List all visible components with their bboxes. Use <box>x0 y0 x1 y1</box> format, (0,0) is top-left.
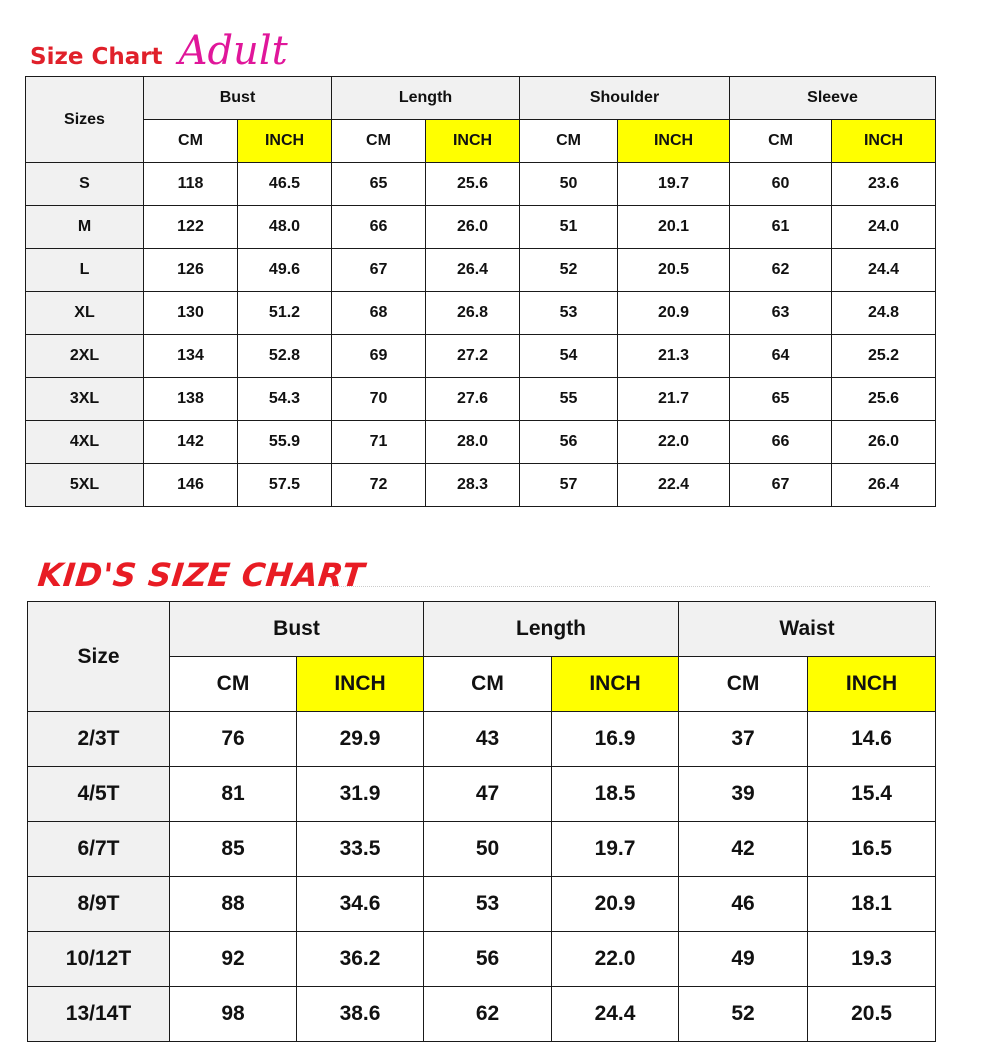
adult-measure-cell: 130 <box>144 292 238 335</box>
kids-measure-cell: 39 <box>679 767 808 822</box>
adult-measure-cell: 65 <box>332 163 426 206</box>
adult-size-label: S <box>26 163 144 206</box>
table-row <box>28 767 936 822</box>
adult-group-header-shoulder: Shoulder <box>520 77 730 120</box>
table-row <box>26 335 936 378</box>
table-row <box>26 378 936 421</box>
kids-unit-cm-bust: CM <box>170 657 297 712</box>
kids-measure-cell: 49 <box>679 932 808 987</box>
adult-measure-cell: 25.6 <box>832 378 936 421</box>
kids-measure-cell: 47 <box>424 767 552 822</box>
kids-size-label: 4/5T <box>28 767 170 822</box>
adult-size-label: 5XL <box>26 464 144 507</box>
kids-measure-cell: 81 <box>170 767 297 822</box>
adult-size-label: M <box>26 206 144 249</box>
kids-unit-cm-waist: CM <box>679 657 808 712</box>
kids-measure-cell: 53 <box>424 877 552 932</box>
adult-measure-cell: 25.6 <box>426 163 520 206</box>
table-row <box>28 877 936 932</box>
adult-measure-cell: 67 <box>730 464 832 507</box>
adult-measure-cell: 146 <box>144 464 238 507</box>
adult-measure-cell: 24.8 <box>832 292 936 335</box>
adult-size-chart-title <box>30 28 288 78</box>
kids-group-header-bust: Bust <box>170 602 424 657</box>
kids-measure-cell: 29.9 <box>297 712 424 767</box>
adult-measure-cell: 122 <box>144 206 238 249</box>
adult-measure-cell: 23.6 <box>832 163 936 206</box>
adult-group-header-bust: Bust <box>144 77 332 120</box>
adult-size-header: Sizes <box>26 77 144 163</box>
adult-measure-cell: 126 <box>144 249 238 292</box>
kids-measure-cell: 38.6 <box>297 987 424 1042</box>
kids-size-label: 8/9T <box>28 877 170 932</box>
adult-measure-cell: 65 <box>730 378 832 421</box>
adult-measure-cell: 26.0 <box>426 206 520 249</box>
kids-measure-cell: 76 <box>170 712 297 767</box>
adult-measure-cell: 49.6 <box>238 249 332 292</box>
adult-measure-cell: 71 <box>332 421 426 464</box>
adult-measure-cell: 52 <box>520 249 618 292</box>
adult-size-table <box>25 76 936 507</box>
kids-measure-cell: 88 <box>170 877 297 932</box>
adult-size-label: 3XL <box>26 378 144 421</box>
table-row <box>28 822 936 877</box>
adult-size-label: 4XL <box>26 421 144 464</box>
kids-measure-cell: 20.5 <box>808 987 936 1042</box>
adult-measure-cell: 60 <box>730 163 832 206</box>
adult-measure-cell: 142 <box>144 421 238 464</box>
adult-measure-cell: 19.7 <box>618 163 730 206</box>
adult-measure-cell: 69 <box>332 335 426 378</box>
kids-measure-cell: 36.2 <box>297 932 424 987</box>
adult-measure-cell: 25.2 <box>832 335 936 378</box>
adult-measure-cell: 56 <box>520 421 618 464</box>
adult-unit-inch-shoulder: INCH <box>618 120 730 163</box>
kids-group-header-length: Length <box>424 602 679 657</box>
kids-measure-cell: 22.0 <box>552 932 679 987</box>
kids-size-label: 10/12T <box>28 932 170 987</box>
kids-measure-cell: 18.5 <box>552 767 679 822</box>
table-row <box>28 712 936 767</box>
kids-measure-cell: 98 <box>170 987 297 1042</box>
adult-measure-cell: 26.4 <box>426 249 520 292</box>
adult-title-prefix: Size Chart <box>30 44 163 70</box>
adult-measure-cell: 26.4 <box>832 464 936 507</box>
adult-measure-cell: 54 <box>520 335 618 378</box>
adult-unit-inch-length: INCH <box>426 120 520 163</box>
kids-unit-inch-length: INCH <box>552 657 679 712</box>
table-row <box>26 206 936 249</box>
adult-measure-cell: 67 <box>332 249 426 292</box>
adult-measure-cell: 66 <box>730 421 832 464</box>
kids-measure-cell: 31.9 <box>297 767 424 822</box>
kids-measure-cell: 24.4 <box>552 987 679 1042</box>
kids-title-divider <box>330 586 930 587</box>
adult-measure-cell: 51.2 <box>238 292 332 335</box>
adult-measure-cell: 48.0 <box>238 206 332 249</box>
adult-group-header-row <box>26 77 936 120</box>
adult-measure-cell: 28.3 <box>426 464 520 507</box>
adult-measure-cell: 24.0 <box>832 206 936 249</box>
table-row <box>26 292 936 335</box>
adult-measure-cell: 61 <box>730 206 832 249</box>
adult-measure-cell: 138 <box>144 378 238 421</box>
kids-group-header-row <box>28 602 936 657</box>
kids-unit-cm-length: CM <box>424 657 552 712</box>
adult-unit-cm-sleeve: CM <box>730 120 832 163</box>
adult-measure-cell: 55 <box>520 378 618 421</box>
table-row <box>26 464 936 507</box>
kids-group-header-waist: Waist <box>679 602 936 657</box>
adult-unit-inch-sleeve: INCH <box>832 120 936 163</box>
kids-size-label: 2/3T <box>28 712 170 767</box>
adult-measure-cell: 20.9 <box>618 292 730 335</box>
kids-measure-cell: 52 <box>679 987 808 1042</box>
kids-measure-cell: 43 <box>424 712 552 767</box>
adult-measure-cell: 24.4 <box>832 249 936 292</box>
adult-measure-cell: 46.5 <box>238 163 332 206</box>
table-row <box>28 987 936 1042</box>
kids-measure-cell: 16.9 <box>552 712 679 767</box>
kids-unit-inch-bust: INCH <box>297 657 424 712</box>
kids-measure-cell: 33.5 <box>297 822 424 877</box>
kids-measure-cell: 46 <box>679 877 808 932</box>
adult-measure-cell: 63 <box>730 292 832 335</box>
kids-measure-cell: 18.1 <box>808 877 936 932</box>
kids-measure-cell: 42 <box>679 822 808 877</box>
table-row <box>28 932 936 987</box>
adult-measure-cell: 51 <box>520 206 618 249</box>
kids-size-label: 6/7T <box>28 822 170 877</box>
kids-measure-cell: 19.7 <box>552 822 679 877</box>
adult-measure-cell: 20.5 <box>618 249 730 292</box>
kids-measure-cell: 20.9 <box>552 877 679 932</box>
adult-measure-cell: 26.8 <box>426 292 520 335</box>
kids-measure-cell: 34.6 <box>297 877 424 932</box>
adult-unit-header-row <box>26 120 936 163</box>
adult-measure-cell: 21.3 <box>618 335 730 378</box>
adult-unit-cm-length: CM <box>332 120 426 163</box>
table-row <box>26 421 936 464</box>
adult-measure-cell: 57 <box>520 464 618 507</box>
kids-measure-cell: 19.3 <box>808 932 936 987</box>
kids-size-header: Size <box>28 602 170 712</box>
adult-measure-cell: 50 <box>520 163 618 206</box>
adult-measure-cell: 26.0 <box>832 421 936 464</box>
adult-title-script: Adult <box>178 28 288 74</box>
adult-measure-cell: 72 <box>332 464 426 507</box>
kids-measure-cell: 56 <box>424 932 552 987</box>
adult-measure-cell: 21.7 <box>618 378 730 421</box>
adult-measure-cell: 55.9 <box>238 421 332 464</box>
adult-size-label: XL <box>26 292 144 335</box>
kids-measure-cell: 62 <box>424 987 552 1042</box>
adult-measure-cell: 27.6 <box>426 378 520 421</box>
kids-measure-cell: 92 <box>170 932 297 987</box>
table-row <box>26 249 936 292</box>
kids-size-chart-title: KID'S SIZE CHART <box>36 556 367 594</box>
kids-measure-cell: 15.4 <box>808 767 936 822</box>
table-row <box>26 163 936 206</box>
kids-measure-cell: 85 <box>170 822 297 877</box>
adult-group-header-length: Length <box>332 77 520 120</box>
adult-measure-cell: 20.1 <box>618 206 730 249</box>
adult-measure-cell: 134 <box>144 335 238 378</box>
adult-measure-cell: 70 <box>332 378 426 421</box>
kids-measure-cell: 14.6 <box>808 712 936 767</box>
kids-unit-inch-waist: INCH <box>808 657 936 712</box>
kids-size-label: 13/14T <box>28 987 170 1042</box>
kids-measure-cell: 16.5 <box>808 822 936 877</box>
adult-measure-cell: 27.2 <box>426 335 520 378</box>
adult-measure-cell: 22.4 <box>618 464 730 507</box>
adult-measure-cell: 68 <box>332 292 426 335</box>
kids-size-table <box>27 601 936 1042</box>
adult-measure-cell: 62 <box>730 249 832 292</box>
adult-measure-cell: 28.0 <box>426 421 520 464</box>
adult-measure-cell: 118 <box>144 163 238 206</box>
adult-measure-cell: 54.3 <box>238 378 332 421</box>
adult-unit-cm-shoulder: CM <box>520 120 618 163</box>
adult-size-label: 2XL <box>26 335 144 378</box>
adult-group-header-sleeve: Sleeve <box>730 77 936 120</box>
adult-unit-inch-bust: INCH <box>238 120 332 163</box>
adult-unit-cm-bust: CM <box>144 120 238 163</box>
adult-size-label: L <box>26 249 144 292</box>
adult-measure-cell: 52.8 <box>238 335 332 378</box>
adult-measure-cell: 22.0 <box>618 421 730 464</box>
adult-measure-cell: 64 <box>730 335 832 378</box>
adult-measure-cell: 53 <box>520 292 618 335</box>
adult-measure-cell: 57.5 <box>238 464 332 507</box>
kids-measure-cell: 37 <box>679 712 808 767</box>
kids-measure-cell: 50 <box>424 822 552 877</box>
adult-measure-cell: 66 <box>332 206 426 249</box>
